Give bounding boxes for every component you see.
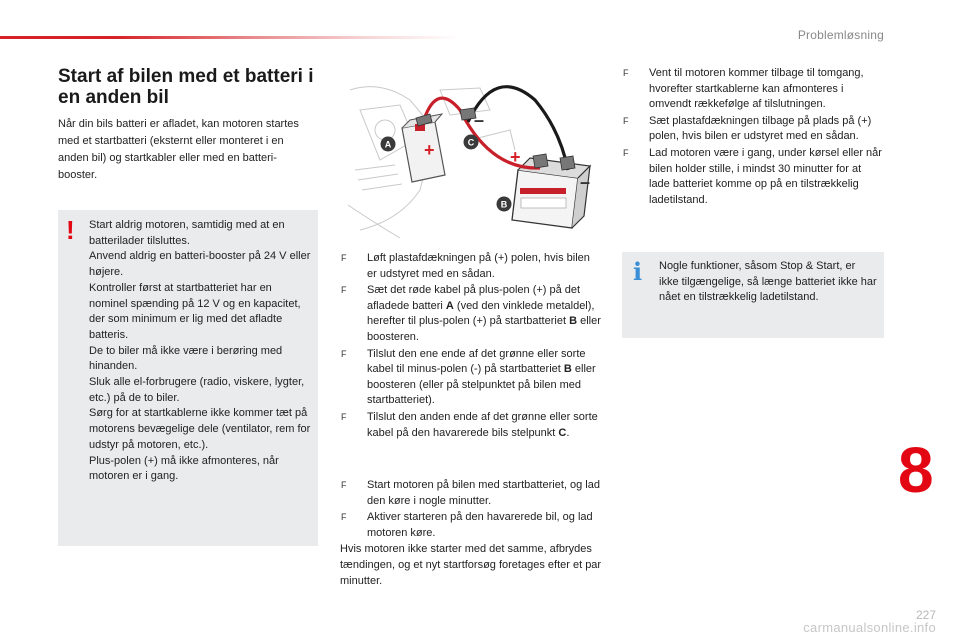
figure-label-b: B [500, 199, 508, 210]
restart-note: Hvis motoren ikke starter med det samme, afbrydes tændingen, og et nyt startforsøg foretages efter et par minutter. [340, 543, 602, 587]
figure-minus-c: – [474, 110, 485, 130]
warning-line: Anvend aldrig en batteri-booster på 24 V eller højere. [89, 250, 311, 279]
step-text: Start motoren på bilen med startbatteriet, og lad den køre i nogle minutter. [367, 479, 600, 507]
step-item [622, 66, 882, 113]
step-bullet: F [623, 115, 629, 126]
step-text: Aktiver starteren på den havarerede bil, og lad motoren køre. [367, 511, 593, 539]
warning-line: Plus-polen (+) må ikke afmonteres, når motoren er i gang. [89, 454, 279, 483]
step-text: eller boosteren (eller på stelpunktet på bilen med startbatteriet). [367, 363, 596, 407]
warning-icon: ! [66, 215, 75, 245]
step-bullet: F [623, 68, 629, 78]
page-number: 227 [915, 608, 936, 622]
step-text: (ved den vinklede metaldel), herefter til plus-polen (+) på startbatteriet [367, 299, 595, 328]
info-text: Nogle funktioner, såsom Stop & Start, er ikke tilgængelige, så længe batteriet ikke har nået en tilstrækkelig ladetilstand. [659, 260, 877, 304]
intro-paragraph: Når din bils batteri er afladet, kan motoren startes med et startbatteri (eksternt eller monteret i en anden bil) og startkabler eller med en batteri-booster. [58, 118, 299, 181]
step-item [340, 347, 602, 409]
warning-line: Start aldrig motoren, samtidig med at en batterilader tilsluttes. [89, 219, 285, 247]
steps-column-c [622, 66, 882, 209]
jump-start-illustration [340, 70, 600, 242]
step-bullet: F [341, 253, 347, 263]
step-text: Løft plastafdækningen på (+) polen, hvis bilen er udstyret med en sådan. [367, 252, 590, 280]
step-bullet: F [341, 411, 347, 422]
warning-line: De to biler må ikke være i berøring med hinanden. [89, 344, 283, 373]
steps-column-b [340, 478, 602, 589]
figure-plus-a: + [424, 140, 435, 160]
watermark: carmanualsonline.info [803, 620, 936, 635]
figure-minus-b: – [580, 172, 591, 192]
step-text: eller boosteren. [367, 315, 601, 343]
chapter-number: 8 [898, 434, 934, 506]
step-bullet: F [341, 285, 347, 296]
figure-plus-b: + [510, 147, 521, 167]
steps-column-a [340, 251, 602, 442]
step-bullet: F [341, 512, 347, 523]
warning-text [89, 218, 311, 485]
step-text: Vent til motoren kommer tilbage til tomgang, hvorefter startkablerne kan afmonteres i omvendt rækkefølge af tilslutningen. [649, 67, 864, 111]
step-bullet: F [341, 480, 347, 490]
step-item [340, 478, 602, 509]
step-text: Sæt plastafdækningen tilbage på plads på (+) polen, hvis bilen er udstyret med en sådan. [649, 114, 872, 143]
warning-line: Kontroller først at startbatteriet har en nominel spænding på 12 V og en kapacitet, der som minimum er lig med det afladte batteris. [89, 281, 301, 341]
step-ref-a: A [445, 299, 454, 312]
step-ref-b: B [563, 363, 572, 376]
step-ref-b: B [569, 315, 578, 328]
step-ref-c: C [558, 426, 567, 439]
step-item [622, 146, 882, 208]
step-item [622, 114, 882, 145]
section-label: Problemløsning [797, 28, 884, 42]
info-icon: i [633, 257, 643, 286]
warning-line: Sørg for at startkablerne ikke kommer tæt på motorens bevægelige dele (ventilator, rem for udstyr på motoren, etc.). [89, 407, 311, 451]
step-bullet: F [623, 147, 629, 158]
figure-label-c: C [467, 137, 475, 148]
step-item [340, 251, 602, 282]
step-text: Lad motoren være i gang, under kørsel eller når bilen holder stille, i mindst 30 minutter for at lade batteriet komme op på en tilstrækkelig ladetilstand. [649, 146, 882, 206]
step-item [340, 510, 602, 541]
figure-label-a: A [384, 139, 392, 150]
step-text: Sæt det røde kabel på plus-polen (+) på det afladede batteri [367, 284, 581, 312]
warning-line: Sluk alle el-forbrugere (radio, viskere, lygter, etc.) på de to biler. [89, 376, 305, 404]
step-item [340, 283, 602, 345]
page-title: Start af bilen med et batteri i en anden bil [58, 66, 314, 108]
step-text: Tilslut den anden ende af det grønne eller sorte kabel på den havarerede bils stelpunkt [367, 410, 598, 439]
step-item [340, 410, 602, 441]
step-text: Tilslut den ene ende af det grønne eller sorte kabel til minus-polen (-) på startbatteriet [367, 347, 586, 376]
step-text: . [566, 426, 570, 439]
header-accent-bar [0, 36, 460, 39]
step-bullet: F [341, 348, 347, 359]
